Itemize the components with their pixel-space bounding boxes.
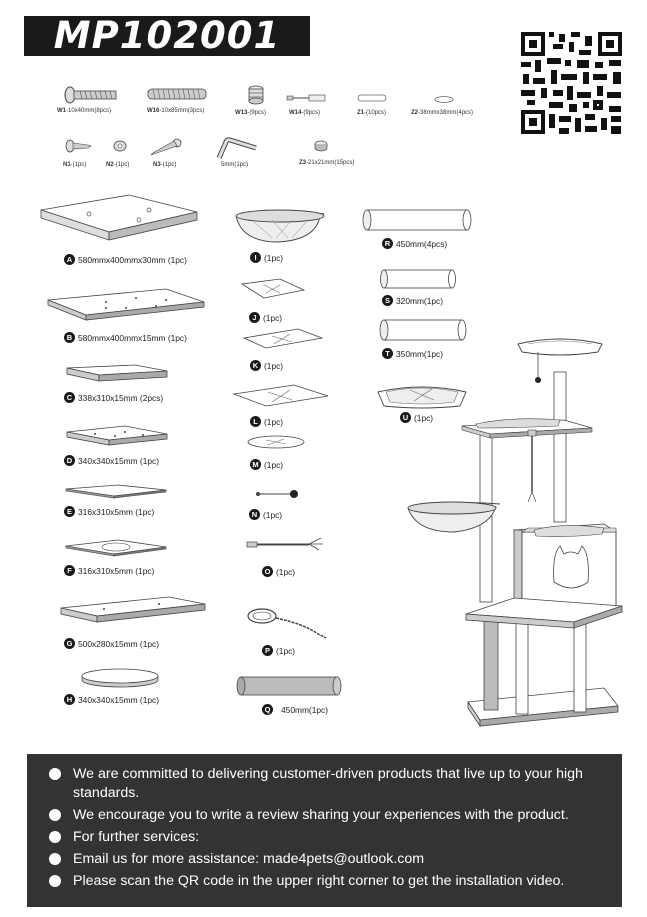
note-item: For further services: [27, 828, 622, 847]
note-item: Please scan the QR code in the upper right corner to get the installation video. [27, 872, 622, 891]
part-c-board-icon [65, 363, 169, 385]
part-label-c: C 338x310x15mm (2pcs) [64, 392, 163, 403]
part-label-f: F 316x310x5mm (1pc) [64, 565, 154, 576]
hw-label-n1: N1-(1pc) [63, 162, 87, 168]
part-j-pad-icon [240, 278, 306, 300]
part-i-hammock-icon [232, 206, 330, 244]
bolt-w14-icon [287, 93, 327, 103]
part-label-e: E 316x310x5mm (1pc) [64, 506, 154, 517]
rod-w16-icon [148, 86, 206, 102]
part-n-toy-icon [254, 488, 300, 500]
part-g-board-icon [59, 596, 207, 628]
part-s-post-icon [380, 268, 456, 290]
part-f-board-icon [64, 538, 168, 558]
hw-label-n2: N2-(1pc) [106, 162, 130, 168]
bullet-icon [49, 853, 61, 865]
part-label-d: D 340x340x15mm (1pc) [64, 455, 159, 466]
part-label-s: S 320mm(1pc) [382, 295, 443, 306]
part-label-j: J (1pc) [249, 312, 282, 323]
nut-w13-icon [246, 84, 266, 106]
dowel-z1-icon [357, 94, 387, 102]
part-label-l: L (1pc) [250, 416, 283, 427]
hw-label-w16: W16-10x85mm(3pcs) [147, 108, 205, 114]
screw-n1-icon [64, 138, 92, 156]
hw-label-n3: N3-(1pc) [153, 162, 177, 168]
part-label-r: R 450mm(4pcs) [382, 238, 447, 249]
part-label-m: M (1pc) [250, 459, 283, 470]
part-label-u: U (1pc) [400, 412, 433, 423]
hw-label-z2: Z2-38mmx38mm(4pcs) [411, 110, 474, 116]
part-label-a: A 580mmx400mmx30mm (1pc) [64, 254, 187, 265]
pad-z3-icon [314, 139, 328, 153]
washer-n2-icon [113, 140, 127, 152]
allen-key-icon [216, 138, 258, 160]
hw-label-allen-key: 5mm(1pc) [221, 162, 249, 168]
screw-n3-icon [150, 138, 182, 158]
part-o-spring-toy-icon [245, 536, 327, 554]
part-label-o: O (1pc) [262, 566, 295, 577]
hw-label-w1: W1-10x40mm(8pcs) [57, 108, 112, 114]
note-item: Email us for more assistance: made4pets@outlook.com [27, 850, 622, 869]
part-k-pad-icon [242, 328, 324, 350]
hw-label-z3: Z3-21x21mm(15pcs) [299, 160, 355, 166]
hw-label-w13: W13-(9pcs) [235, 110, 267, 116]
part-d-board-icon [65, 424, 169, 448]
part-p-sisal-rope-icon [246, 606, 332, 642]
model-title: MP102001 [24, 16, 310, 56]
bullet-icon [49, 875, 61, 887]
note-item: We encourage you to write a review sharing your experiences with the product. [27, 806, 622, 825]
part-b-board-icon [46, 288, 206, 328]
part-label-t: T 350mm(1pc) [382, 348, 443, 359]
part-label-n: N (1pc) [249, 509, 282, 520]
info-panel [27, 754, 622, 907]
part-r-post-icon [363, 208, 473, 232]
part-e-board-icon [64, 484, 168, 500]
part-label-k: K (1pc) [250, 360, 283, 371]
hw-label-z1: Z1-(10pcs) [357, 110, 387, 116]
hw-label-w14: W14-(9pcs) [289, 110, 321, 116]
part-m-round-pad-icon [246, 434, 306, 450]
part-q-sisal-post-icon [237, 675, 343, 697]
bullet-icon [49, 809, 61, 821]
pad-z2-icon [434, 96, 454, 103]
part-label-g: G 500x280x15mm (1pc) [64, 638, 159, 649]
screw-w1-icon [62, 86, 118, 104]
part-l-pad-icon [232, 384, 330, 410]
part-label-i: I (1pc) [250, 252, 283, 263]
part-h-disc-icon [81, 668, 159, 688]
note-item: We are committed to delivering customer-driven products that live up to your high standards. [27, 765, 622, 803]
part-label-h: H 340x340x15mm (1pc) [64, 694, 159, 705]
part-a-board-icon [39, 194, 199, 246]
bullet-icon [49, 831, 61, 843]
part-label-p: P (1pc) [262, 645, 295, 656]
part-label-b: B 580mmx400mmx15mm (1pc) [64, 332, 187, 343]
assembled-cat-tree-illustration [404, 332, 624, 742]
bullet-icon [49, 768, 61, 780]
part-label-q: Q 450mm(1pc) [262, 704, 328, 715]
qr-code [519, 30, 624, 136]
